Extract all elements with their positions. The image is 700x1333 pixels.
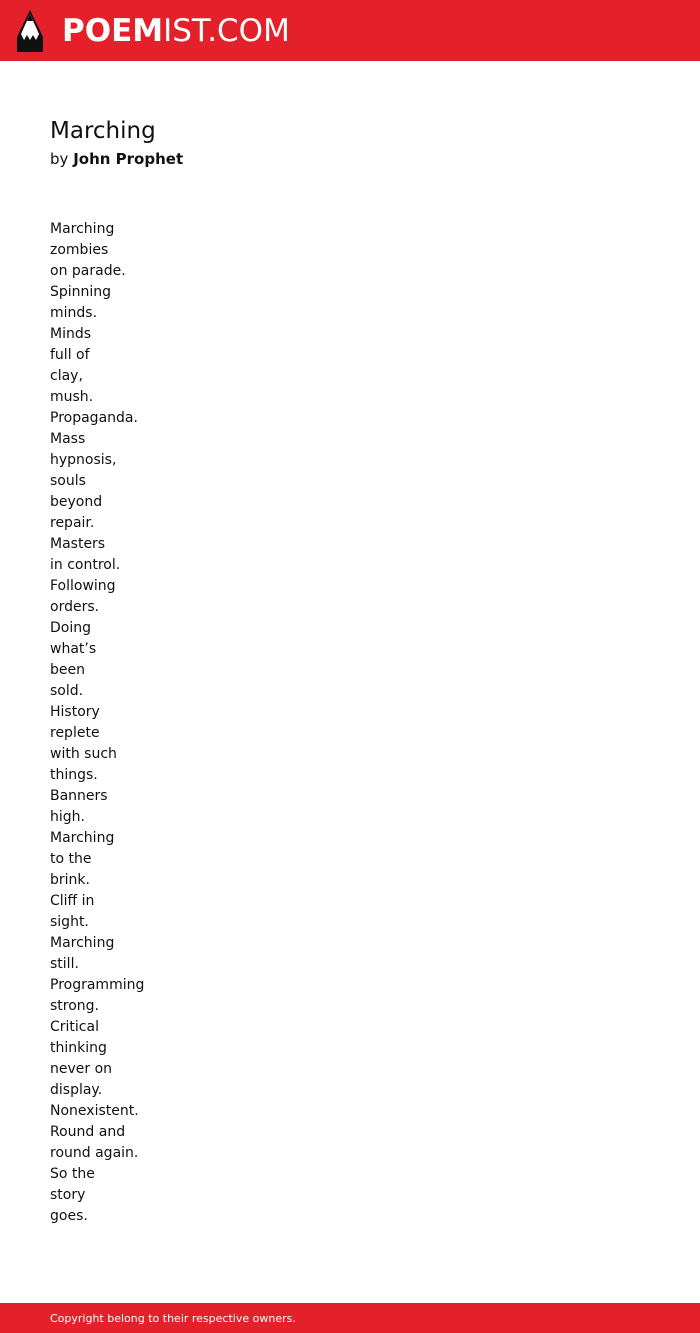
- site-header: [0, 0, 700, 61]
- poem-line: Doing: [50, 620, 91, 636]
- poem-line: Following: [50, 578, 116, 594]
- poem-line: Masters: [50, 536, 106, 552]
- poem-line: Cliff in: [50, 893, 95, 909]
- poem-line: sight.: [50, 914, 89, 930]
- poem-line: high.: [50, 809, 85, 825]
- poem-line: beyond: [50, 494, 103, 510]
- poem-line: minds.: [50, 305, 98, 321]
- byline: [50, 148, 183, 170]
- poem-line: things.: [50, 767, 98, 783]
- poem-line: Critical: [50, 1019, 99, 1035]
- poem-title: Marching: [50, 118, 156, 144]
- poem-line: sold.: [50, 683, 84, 699]
- copyright-text: Copyright belong to their respective owners.: [50, 1312, 296, 1325]
- poem-line: zombies: [50, 242, 109, 258]
- poem-line: Banners: [50, 788, 108, 804]
- poem-line: Round and: [50, 1124, 126, 1140]
- poem-line: to the: [50, 851, 92, 867]
- poem-line: Nonexistent.: [50, 1103, 139, 1119]
- poem-line: mush.: [50, 389, 94, 405]
- author-name: John Prophet: [73, 150, 184, 168]
- poem-line: full of: [50, 347, 90, 363]
- poem-line: Marching: [50, 935, 115, 951]
- poem-line: History: [50, 704, 100, 720]
- poem-line: Spinning: [50, 284, 112, 300]
- poem-line: So the: [50, 1166, 95, 1182]
- poem-line: Mass: [50, 431, 86, 447]
- site-footer: [0, 1303, 700, 1333]
- logo-light-text: IST.COM: [163, 13, 290, 49]
- poem-line: on parade.: [50, 263, 126, 279]
- poem-line: in control.: [50, 557, 121, 573]
- poem-line: round again.: [50, 1145, 139, 1161]
- poem-line: brink.: [50, 872, 90, 888]
- poem-line: hypnosis,: [50, 452, 117, 468]
- poem-line: thinking: [50, 1040, 107, 1056]
- poem-line: still.: [50, 956, 79, 972]
- poem-line: Marching: [50, 830, 115, 846]
- poem-line: been: [50, 662, 85, 678]
- poem-line: repair.: [50, 515, 95, 531]
- site-logo[interactable]: [62, 11, 290, 51]
- poem-line: Marching: [50, 221, 115, 237]
- logo-bold-text: POEM: [62, 13, 164, 49]
- poem-line: story: [50, 1187, 86, 1203]
- poem-line: souls: [50, 473, 86, 489]
- poem-body: [50, 219, 144, 1227]
- pencil-tip-icon[interactable]: [17, 10, 43, 52]
- poem-line: Propaganda.: [50, 410, 138, 426]
- poem-line: Programming: [50, 977, 145, 993]
- poem-line: with such: [50, 746, 117, 762]
- poem-line: strong.: [50, 998, 100, 1014]
- poem-line: display.: [50, 1082, 103, 1098]
- poem-line: never on: [50, 1061, 113, 1077]
- poem-line: orders.: [50, 599, 100, 615]
- poem-line: Minds: [50, 326, 92, 342]
- poem-line: what’s: [50, 641, 97, 657]
- poem-line: clay,: [50, 368, 83, 384]
- poem-line: replete: [50, 725, 100, 741]
- poem-line: goes.: [50, 1208, 88, 1224]
- by-label: by: [50, 150, 69, 168]
